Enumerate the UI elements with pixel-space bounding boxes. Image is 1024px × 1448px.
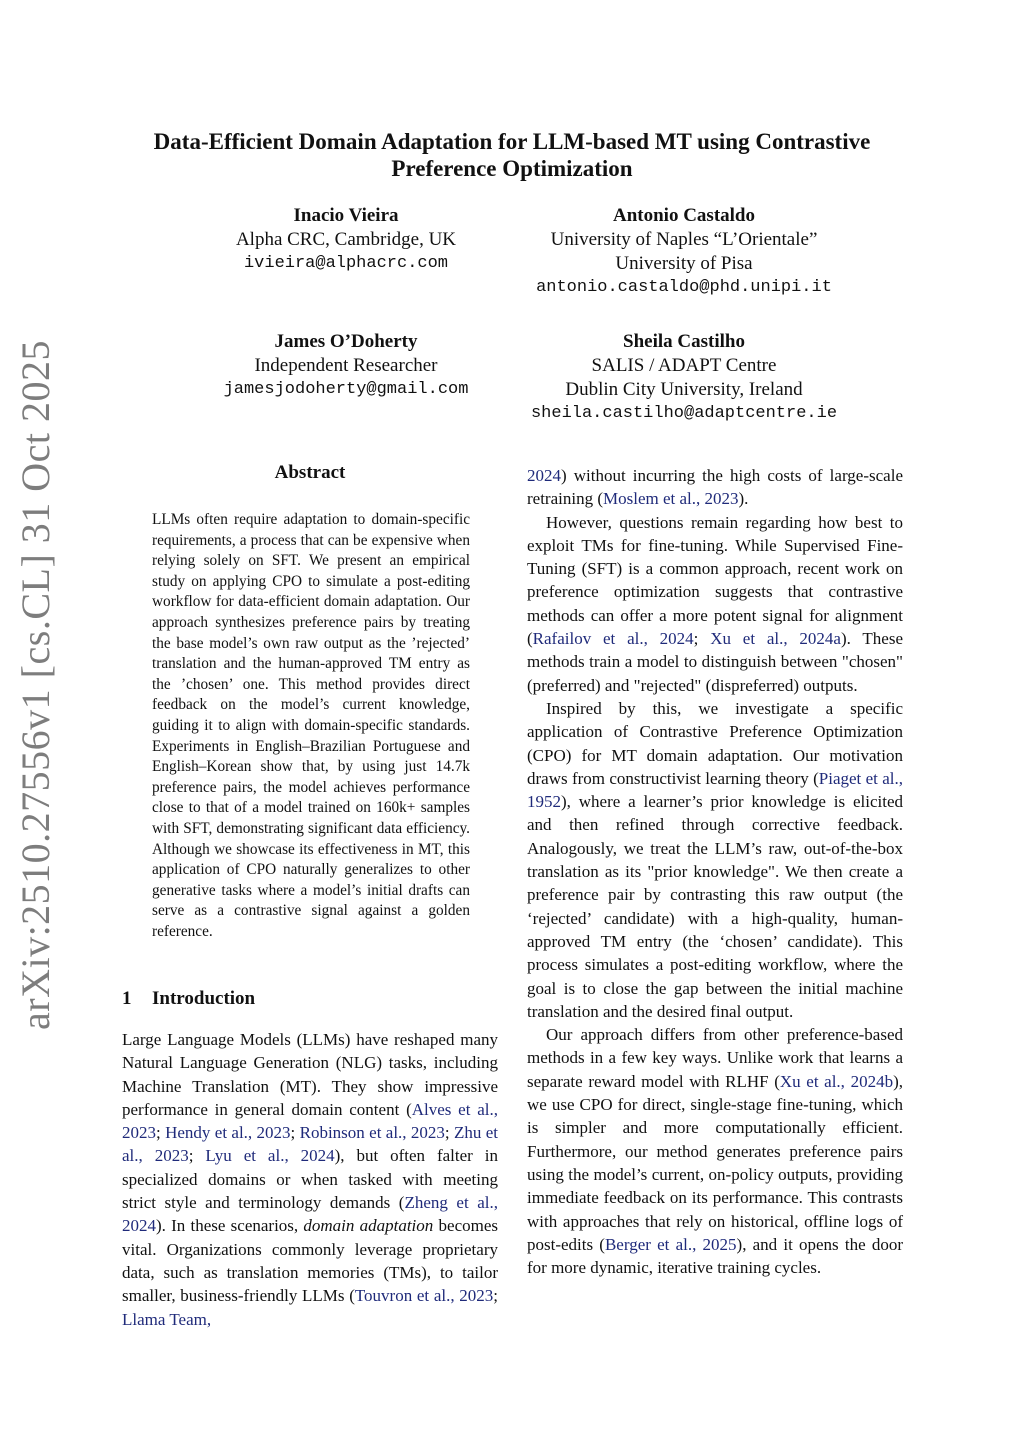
author-affiliation: University of Naples “L’Orientale” [550,229,818,250]
section-title: Introduction [152,988,256,1009]
citation-link[interactable]: Touvron et al., 2023 [354,1286,494,1306]
citation-link[interactable]: Llama Team, [122,1309,212,1329]
text-run: becomes vital. Organizations commonly leverage proprietary data, such as translation memories (TMs), to tailor smaller, business-friendly LLMs ( [122,1216,498,1306]
title-line-1: Data-Efficient Domain Adaptation for LLM-based MT using Contrastive [153,129,871,154]
text-run: ; [290,1123,300,1143]
citation-link[interactable]: Robinson et al., 2023 [299,1123,445,1143]
intro-paragraph [122,1028,498,1331]
abstract-text: LLMs often require adaptation to domain-specific requirements, a process that can be expensive when relying solely on SFT. We present an empirical study on applying CPO to simulate a post-editing workflow for data-efficient domain adaptation. Our approach synthesizes preference pairs by treating the base model’s own raw output as the ’rejected’ translation and the human-approved TM entry as the ’chosen’ one. This method provides direct feedback on the model’s current knowledge, guiding it to align with domain-specific standards. Experiments in English–Brazilian Portuguese and English–Korean show that, by using just 14.7k preference pairs, the model achieves performance close to that of a model trained on 160k+ samples with SFT, demonstrating significant data efficiency. Although we showcase its effectiveness in MT, this application of CPO naturally generalizes to other generative tasks where a model’s initial drafts can serve as a contrastive signal against a golden reference. [152,511,470,940]
text-run: Inspired by this, we investigate a specific application of Contrastive Preference Optimization (CPO) for MT domain adaptation. Our motivation draws from constructivist learning theory ( [527,698,903,788]
text-run: ). In these scenarios, [156,1216,304,1236]
emphasis: domain adaptation [303,1216,434,1236]
author-block [192,330,500,402]
text-run: ), but often falter in specialized domains or when tasked with meeting strict style and terminology demands ( [122,1146,498,1213]
text-run: ), where a learner’s prior knowledge is elicited and then refined through corrective feedback. Analogously, we treat the LLM’s raw, out-of-the-box translation as its "prior knowledge". We then create a preference pair by contrasting this raw output (the ‘rejected’ candidate) with a high-quality, human-approved TM entry (the ‘chosen’ candidate). This process simulates a post-editing workflow, where the goal is to close the gap between the initial machine translation and the desired final output. [527,792,903,1021]
citation-link[interactable]: Zheng et al., 2024 [122,1193,498,1236]
citation-link[interactable]: Lyu et al., 2024 [205,1146,335,1166]
author-affiliation: Independent Researcher [254,355,438,376]
text-run: ; [493,1286,498,1306]
text-run: Large Language Models (LLMs) have reshaped many Natural Language Generation (NLG) tasks, including Machine Translation (MT). They show impressive performance in general domain content ( [122,1030,498,1119]
author-email[interactable]: ivieira@alphacrc.com [243,254,449,273]
text-run: ), and it opens the door for more dynamic, iterative training cycles. [527,1234,903,1278]
author-email[interactable]: jamesjodoherty@gmail.com [223,380,469,399]
section-number: 1 [122,988,132,1009]
title-line-2: Preference Optimization [391,156,633,181]
section-heading [122,988,255,1010]
author-name: Antonio Castaldo [613,205,755,226]
text-run: ; [188,1146,206,1166]
text-run: ), we use CPO for direct, single-stage fine-tuning, which is simpler and more computationally efficient. Furthermore, our method generates preference pairs using the model’s current, on-policy outputs, providing immediate feedback on its performance. This contrasts with approaches that rely on historical, offline logs of post-edits ( [527,1071,903,1254]
abstract-body [152,510,470,942]
citation-link[interactable]: Rafailov et al., 2024 [532,629,694,649]
text-run: ; [444,1123,455,1143]
citation-link[interactable]: Xu et al., 2024a [710,629,841,649]
text-run: However, questions remain regarding how best to exploit TMs for fine-tuning. While Supervised Fine-Tuning (SFT) is a common approach, recent work on preference optimization suggests that contrastive methods can offer a more potent signal for alignment ( [527,512,903,649]
paragraph [527,1023,903,1279]
citation-link[interactable]: Hendy et al., 2023 [165,1123,291,1143]
author-name: James O’Doherty [274,331,418,352]
intro-right-column [527,464,903,1279]
citation-link[interactable]: Berger et al., 2025 [604,1234,737,1254]
author-affiliation: Dublin City University, Ireland [565,379,803,400]
citation-link[interactable]: 2024 [527,466,561,485]
author-block [500,330,868,426]
paragraph-continued [527,464,903,511]
author-email[interactable]: sheila.castilho@adaptcentre.ie [530,404,838,423]
text-run: ; [156,1123,166,1143]
citation-link[interactable]: Piaget et al., 1952 [527,768,903,812]
paragraph [527,697,903,1023]
citation-link[interactable]: Alves et al., 2023 [122,1099,498,1143]
arxiv-sidebar-stamp[interactable]: arXiv:2510.27556v1 [cs.CL] 31 Oct 2025 [13,339,58,1030]
author-name: Sheila Castilho [623,331,745,352]
citation-link[interactable]: Xu et al., 2024b [779,1071,894,1091]
author-affiliation: University of Pisa [615,253,753,274]
intro-left-column [122,1028,498,1331]
paragraph [527,511,903,697]
text-run: ; [693,629,711,649]
citation-link[interactable]: Zhu et al., 2023 [122,1123,499,1166]
text-run: ). These methods train a model to distinguish between "chosen" (preferred) and "rejected" (dispreferred) outputs. [527,629,903,695]
author-block [500,204,868,300]
author-affiliation: SALIS / ADAPT Centre [591,355,777,376]
citation-link[interactable]: Moslem et al., 2023 [603,489,739,509]
paper-title [100,128,924,182]
text-run: Our approach differs from other preference-based methods in a few key ways. Unlike work that learns a separate reward model with RLHF ( [527,1025,903,1091]
author-block [192,204,500,276]
abstract-heading: Abstract [274,462,346,483]
text-run: ) without incurring the high costs of large-scale retraining ( [527,466,903,509]
author-affiliation: Alpha CRC, Cambridge, UK [235,229,457,250]
text-run: ). [738,489,749,509]
author-email[interactable]: antonio.castaldo@phd.unipi.it [536,278,832,297]
author-name: Inacio Vieira [293,205,399,226]
